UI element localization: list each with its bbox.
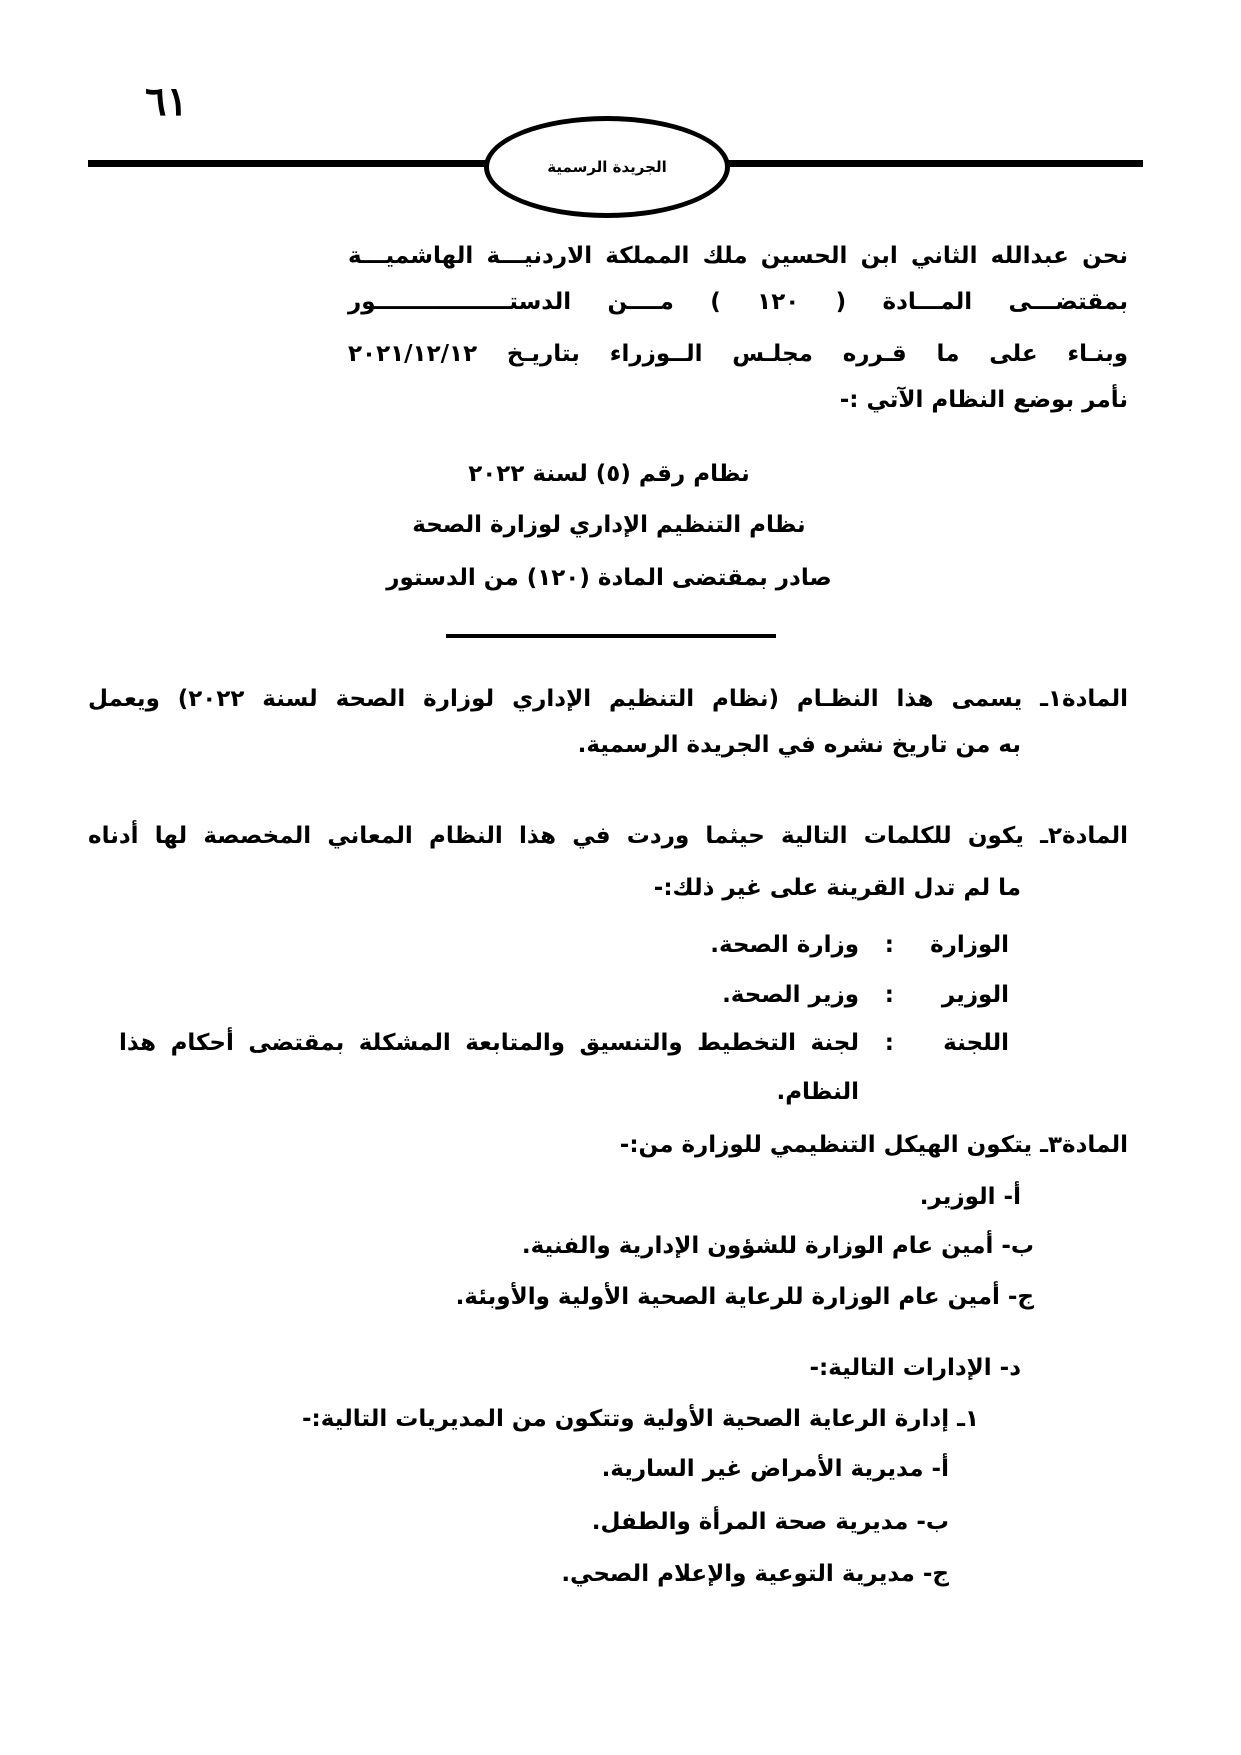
article-3-sub-item: ب- مديرية صحة المرأة والطفل. — [591, 1509, 949, 1535]
regulation-number: نظام رقم (٥) لسنة ٢٠٢٢ — [468, 461, 750, 487]
article-1-line: به من تاريخ نشره في الجريدة الرسمية. — [577, 732, 1021, 758]
definition-term: اللجنة — [943, 1030, 1009, 1056]
preamble-line: نأمر بوضع النظام الآتي :- — [839, 387, 1128, 413]
article-2-line: ما لم تدل القرينة على غير ذلك:- — [653, 875, 1021, 901]
gazette-name: الجريدة الرسمية — [547, 158, 667, 176]
definition-separator: : — [884, 982, 894, 1008]
preamble-line: نحن عبدالله الثاني ابن الحسين ملك المملكة الاردنيـــة الهاشميـــة — [348, 243, 1128, 269]
regulation-title: نظام التنظيم الإداري لوزارة الصحة — [412, 512, 806, 538]
definition-meaning: وزير الصحة. — [722, 982, 859, 1008]
article-3-sub-item: أ- مديرية الأمراض غير السارية. — [601, 1456, 949, 1482]
gazette-seal — [484, 116, 730, 218]
preamble-line: بمقتضـــى المـــادة ( ١٢٠ ) مــــن الدستـــــــــــــــــور — [348, 289, 1128, 315]
definition-term: الوزارة — [930, 932, 1009, 958]
article-2-line: المادة٢ـ يكون للكلمات التالية حيثما وردت في هذا النظام المعاني المخصصة لها أدناه — [88, 823, 1128, 849]
definition-term: الوزير — [941, 982, 1009, 1008]
preamble-line: وبنـاء على ما قـرره مجلـس الــوزراء بتاريـخ ٢٠٢١/١٢/١٢ — [348, 341, 1128, 367]
article-3-sub-heading: ١ـ إدارة الرعاية الصحية الأولية وتتكون من المديريات التالية:- — [302, 1406, 979, 1432]
regulation-basis: صادر بمقتضى المادة (١٢٠) من الدستور — [386, 565, 832, 591]
definition-meaning-cont: النظام. — [776, 1079, 859, 1105]
page-number: ٦١ — [145, 78, 188, 125]
title-divider — [446, 634, 776, 638]
article-3-item: د- الإدارات التالية:- — [809, 1355, 1021, 1381]
article-3-sub-item: ج- مديرية التوعية والإعلام الصحي. — [561, 1561, 949, 1587]
article-3-item: أ- الوزير. — [919, 1184, 1021, 1210]
article-3-item: ب- أمين عام الوزارة للشؤون الإدارية والفنية. — [521, 1233, 1034, 1259]
definition-separator: : — [884, 932, 894, 958]
definition-separator: : — [884, 1030, 894, 1056]
article-3-heading: المادة٣ـ يتكون الهيكل التنظيمي للوزارة من:- — [619, 1132, 1128, 1158]
definition-meaning: لجنة التخطيط والتنسيق والمتابعة المشكلة بمقتضى أحكام هذا — [119, 1030, 859, 1056]
definition-meaning: وزارة الصحة. — [710, 932, 859, 958]
article-1-line: المادة١ـ يسمى هذا النظـام (نظام التنظيم الإداري لوزارة الصحة لسنة ٢٠٢٢) ويعمل — [88, 686, 1128, 712]
article-3-item: ج- أمين عام الوزارة للرعاية الصحية الأولية والأوبئة. — [455, 1284, 1034, 1310]
